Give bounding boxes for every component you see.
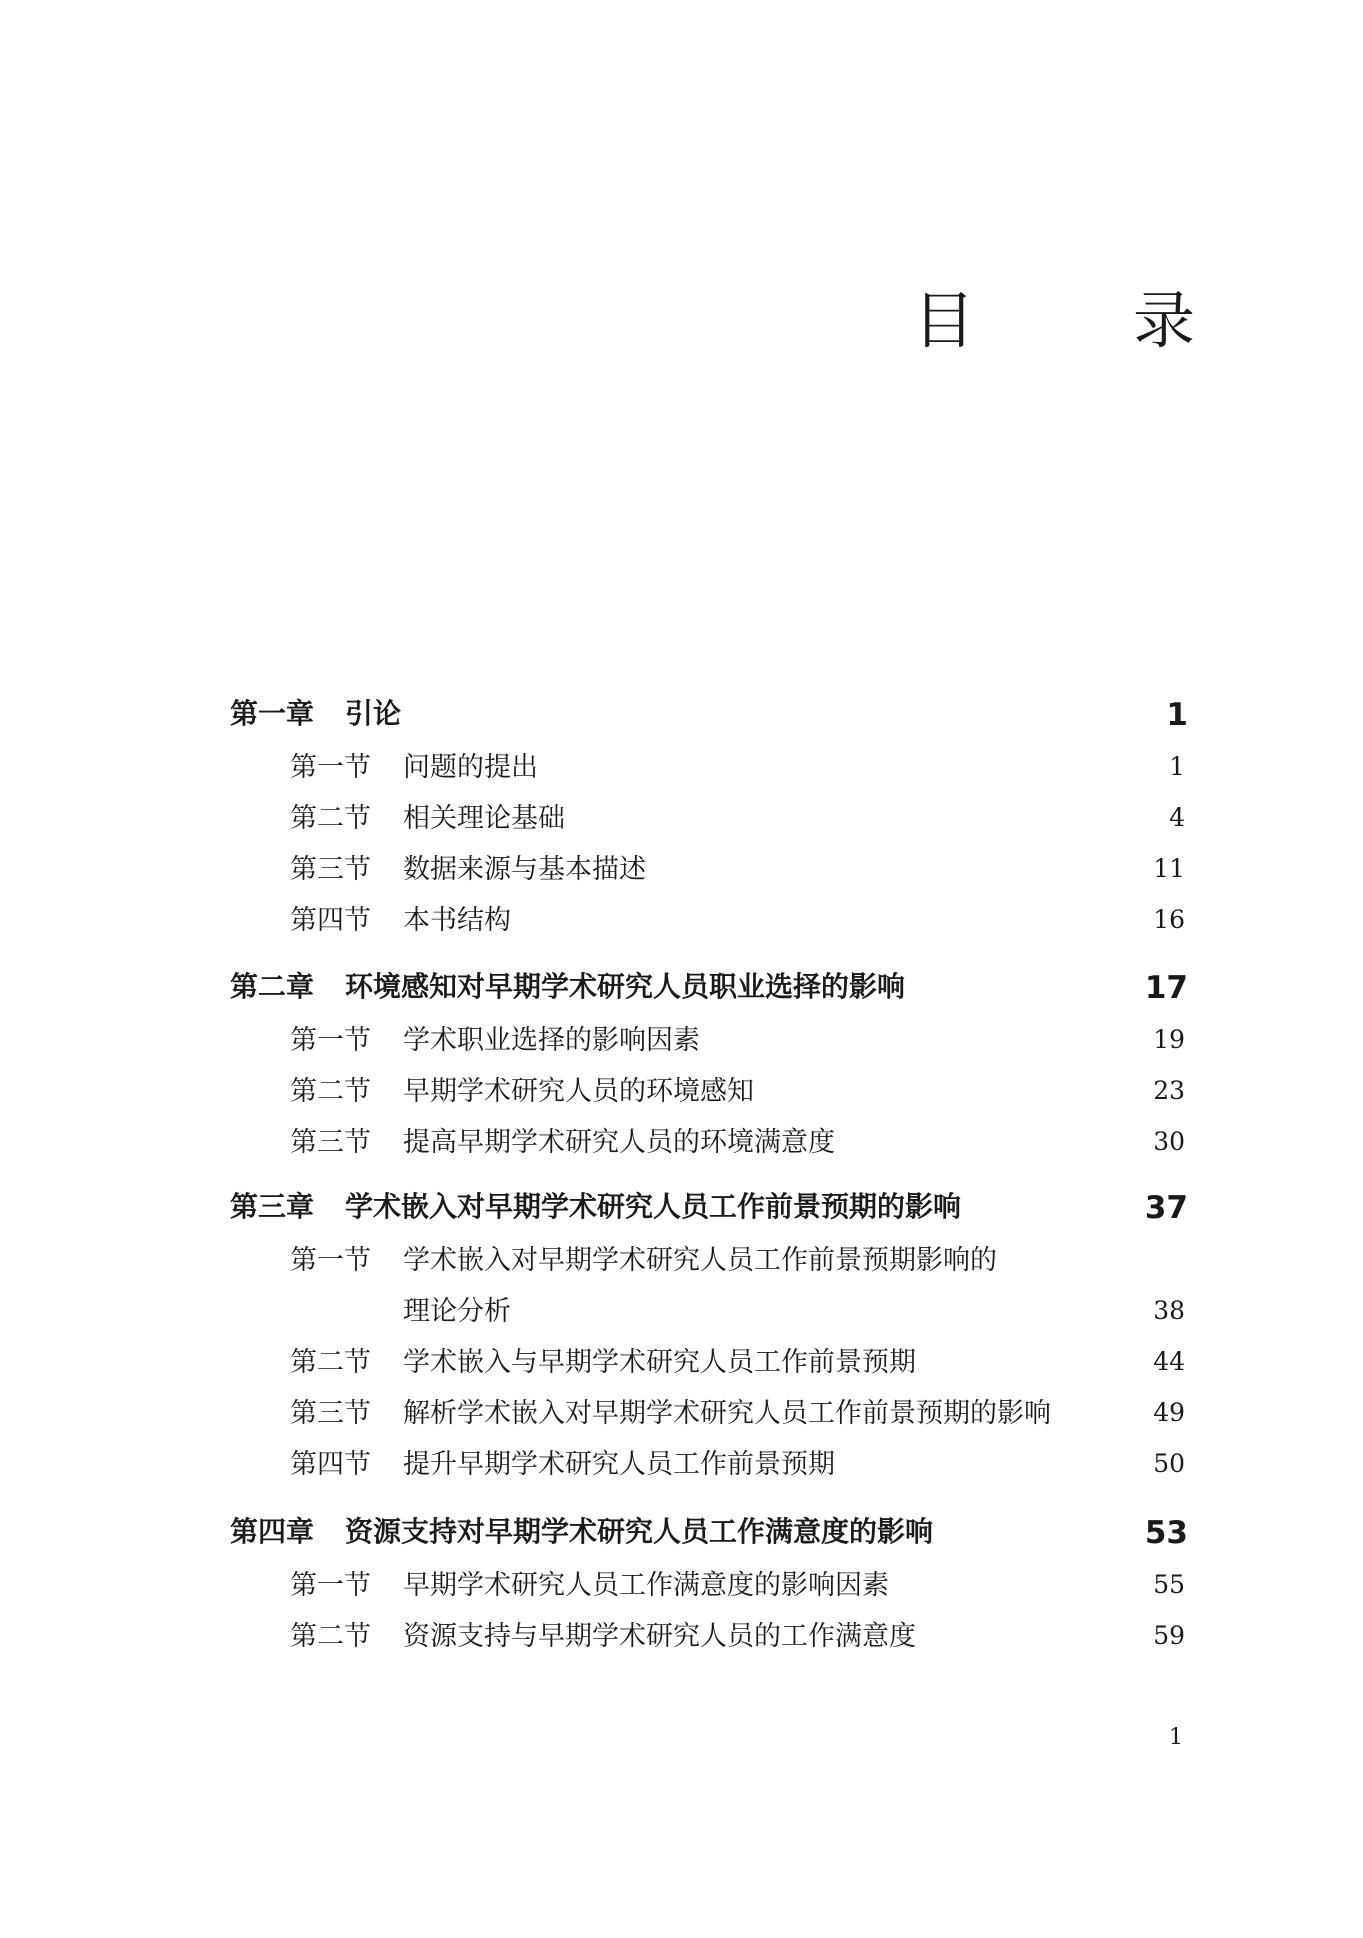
section-title: 提升早期学术研究人员工作前景预期 — [403, 1449, 835, 1480]
section-page: 1 — [1169, 752, 1185, 781]
section-page: 38 — [1153, 1296, 1185, 1325]
section-title: 数据来源与基本描述 — [403, 854, 646, 885]
section-title: 早期学术研究人员工作满意度的影响因素 — [403, 1570, 889, 1601]
section-title-continued: 理论分析 — [403, 1296, 511, 1327]
section-label: 第三节 — [290, 854, 371, 885]
page-title: 目 录 — [912, 284, 1243, 357]
chapter-page: 37 — [1144, 1190, 1188, 1226]
section-label: 第二节 — [290, 1621, 371, 1652]
section-title: 解析学术嵌入对早期学术研究人员工作前景预期的影响 — [403, 1398, 1051, 1429]
section-label: 第一节 — [290, 1570, 371, 1601]
section-page: 4 — [1169, 803, 1185, 832]
section-label: 第四节 — [290, 905, 371, 936]
section-label: 第三节 — [290, 1398, 371, 1429]
section-title: 提高早期学术研究人员的环境满意度 — [403, 1127, 835, 1158]
chapter-title: 学术嵌入对早期学术研究人员工作前景预期的影响 — [345, 1190, 962, 1223]
section-page: 30 — [1153, 1127, 1185, 1156]
section-title: 资源支持与早期学术研究人员的工作满意度 — [403, 1621, 916, 1652]
section-page: 59 — [1153, 1621, 1185, 1650]
section-page: 55 — [1153, 1570, 1185, 1599]
section-page: 16 — [1153, 905, 1185, 934]
section-title: 学术嵌入与早期学术研究人员工作前景预期 — [403, 1347, 916, 1378]
section-label: 第一节 — [290, 752, 371, 783]
section-title: 问题的提出 — [403, 752, 538, 783]
section-page: 11 — [1153, 854, 1185, 883]
chapter-label: 第三章 — [230, 1190, 315, 1223]
section-title: 本书结构 — [403, 905, 511, 936]
section-title: 学术嵌入对早期学术研究人员工作前景预期影响的 — [403, 1245, 997, 1276]
chapter-title: 环境感知对早期学术研究人员职业选择的影响 — [345, 970, 906, 1003]
section-title: 早期学术研究人员的环境感知 — [403, 1076, 754, 1107]
page-number: 1 — [1169, 1725, 1183, 1750]
section-label: 第一节 — [290, 1245, 371, 1276]
section-page: 50 — [1153, 1449, 1185, 1478]
section-label: 第四节 — [290, 1449, 371, 1480]
section-page: 23 — [1153, 1076, 1185, 1105]
chapter-label: 第四章 — [230, 1515, 315, 1548]
section-label: 第一节 — [290, 1025, 371, 1056]
chapter-title: 资源支持对早期学术研究人员工作满意度的影响 — [345, 1515, 934, 1548]
chapter-page: 53 — [1144, 1515, 1188, 1551]
section-label: 第二节 — [290, 1076, 371, 1107]
section-page: 44 — [1153, 1347, 1185, 1376]
chapter-title: 引论 — [345, 697, 402, 730]
section-title: 相关理论基础 — [403, 803, 565, 834]
chapter-label: 第一章 — [230, 697, 315, 730]
section-title: 学术职业选择的影响因素 — [403, 1025, 700, 1056]
chapter-page: 1 — [1166, 697, 1188, 733]
section-label: 第二节 — [290, 1347, 371, 1378]
chapter-label: 第二章 — [230, 970, 315, 1003]
section-label: 第三节 — [290, 1127, 371, 1158]
section-page: 19 — [1153, 1025, 1185, 1054]
chapter-page: 17 — [1144, 970, 1188, 1006]
section-label: 第二节 — [290, 803, 371, 834]
section-page: 49 — [1153, 1398, 1185, 1427]
